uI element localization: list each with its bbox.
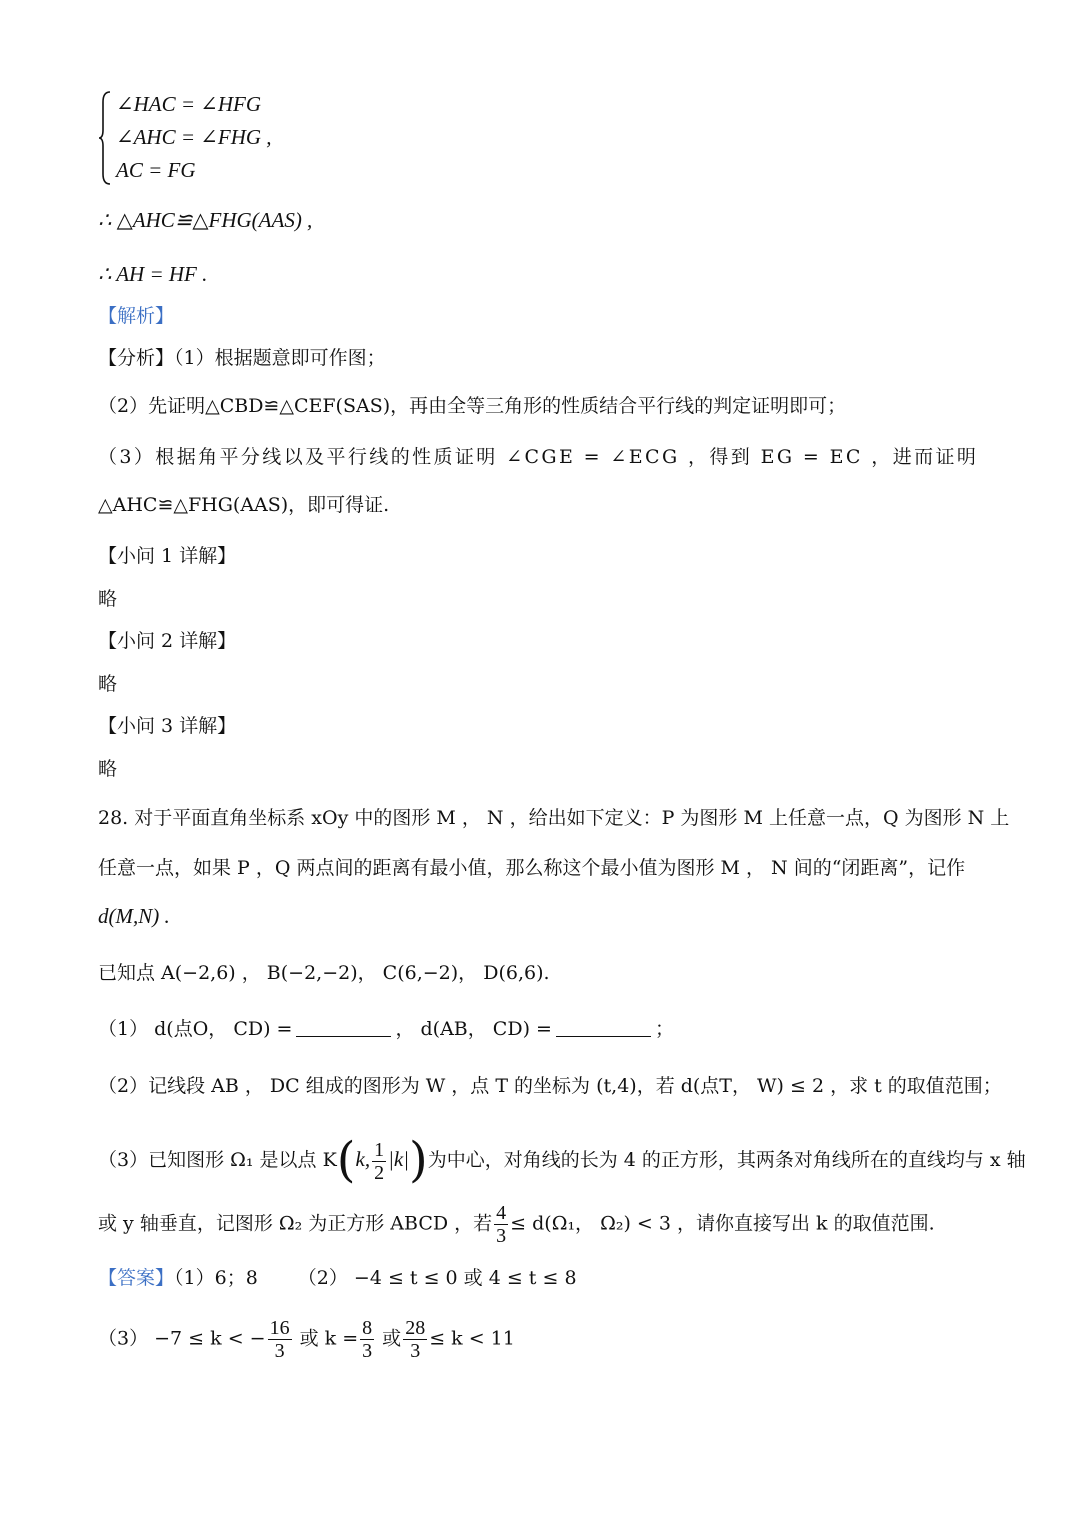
- q28-line-1: 28. 对于平面直角坐标系 xOy 中的图形 M ， N ，给出如下定义：P 为图形 M 上任意一点，Q 为图形 N 上: [98, 807, 1010, 829]
- fraction-28-3: [403, 1317, 427, 1362]
- q28-known-points: 已知点 A(−2,6) ， B(−2,−2)， C(6,−2)， D(6,6).: [98, 962, 550, 984]
- fraction-16-3-den: 3: [274, 1340, 285, 1362]
- q28-part-2: （2）记线段 AB ， DC 组成的图形为 W ，点 T 的坐标为 (t,4)，若 d(点T， W) ≤ 2 ，求 t 的取值范围；: [98, 1075, 1002, 1097]
- q28-p3-pre: （3）已知图形 Ω₁ 是以点 K: [98, 1149, 337, 1171]
- fraction-four-thirds: [494, 1202, 508, 1247]
- q28-p1-a: （1） d(点O， CD) =: [98, 1018, 293, 1040]
- answer-line-1: [98, 1267, 577, 1290]
- fraction-half: [372, 1139, 386, 1184]
- q28-p1-c: ；: [654, 1018, 674, 1040]
- q28-line-3: d(M,N) .: [98, 904, 170, 928]
- fraction-16-3-num: 16: [269, 1317, 290, 1339]
- therefore-equal: ∴ AH = HF .: [98, 262, 208, 286]
- fraction-8-3-num: 8: [362, 1317, 373, 1339]
- system-line-3: AC = FG: [116, 158, 196, 182]
- fraction-8-3-den: 3: [362, 1340, 373, 1362]
- left-paren: (: [336, 1132, 356, 1188]
- answer-a3-mid1: 或 k =: [293, 1327, 359, 1350]
- sub1-label: 【小问 1 详解】: [98, 545, 237, 567]
- therefore-congruent: ∴ △AHC≌△FHG(AAS) ,: [98, 208, 313, 232]
- q28-p3-post: 为中心，对角线的长为 4 的正方形，其两条对角线所在的直线均与 x 轴: [427, 1149, 1026, 1171]
- sub2-body: 略: [98, 673, 118, 695]
- answer-line-3: [98, 1317, 515, 1362]
- fraction-four-thirds-den: 3: [496, 1225, 507, 1247]
- q28-p3b-pre: 或 y 轴垂直，记图形 Ω₂ 为正方形 ABCD ，若: [98, 1212, 493, 1235]
- fenxi-p3b: △AHC≌△FHG(AAS)，即可得证.: [98, 494, 390, 516]
- answer-blank-1: [296, 1018, 391, 1037]
- right-paren: ): [408, 1132, 428, 1188]
- q28-part-1: [98, 1018, 674, 1041]
- answer-a3-mid2: 或: [376, 1327, 402, 1350]
- sub3-body: 略: [98, 758, 118, 780]
- fraction-half-num: 1: [374, 1138, 385, 1161]
- fraction-four-thirds-num: 4: [496, 1202, 507, 1224]
- fraction-8-3: [360, 1317, 374, 1362]
- q28-part-3: [98, 1132, 1026, 1190]
- jiexi-label: 【解析】: [98, 305, 175, 327]
- fenxi-p1: [98, 347, 386, 370]
- answer-a1: （1）6；8: [174, 1267, 258, 1289]
- q28-line-2: 任意一点，如果 P ，Q 两点间的距离有最小值，那么称这个最小值为图形 M ， N 间的“闭距离”，记作: [98, 857, 966, 879]
- fraction-28-3-num: 28: [405, 1317, 426, 1339]
- answer-label: 【答案】: [98, 1267, 175, 1289]
- sub3-label: 【小问 3 详解】: [98, 715, 237, 737]
- answer-blank-2: [556, 1018, 651, 1037]
- answer-a3-post: ≤ k < 11: [429, 1327, 515, 1350]
- q28-p3-abs: |k|: [388, 1147, 409, 1171]
- fenxi-text-1: （1）根据题意即可作图；: [174, 347, 386, 369]
- system-line-1: ∠HAC = ∠HFG: [116, 92, 262, 116]
- answer-a3-pre: （3） −7 ≤ k < −: [98, 1327, 266, 1350]
- sub1-body: 略: [98, 588, 118, 610]
- q28-part-3b: [98, 1202, 935, 1247]
- q28-p1-b: ， d(AB， CD) =: [395, 1018, 552, 1040]
- fraction-16-3: [268, 1317, 292, 1362]
- fenxi-p3a: （3）根据角平分线以及平行线的性质证明 ∠CGE = ∠ECG ，得到 EG = EC ，进而证明: [98, 446, 979, 468]
- fenxi-label: 【分析】: [98, 347, 175, 369]
- fenxi-p2: （2）先证明△CBD≌△CEF(SAS)，再由全等三角形的性质结合平行线的判定证明即可；: [98, 395, 847, 417]
- fraction-half-den: 2: [374, 1161, 385, 1184]
- q28-p3b-post: ≤ d(Ω₁， Ω₂) < 3 ，请你直接写出 k 的取值范围.: [510, 1212, 935, 1235]
- fraction-28-3-den: 3: [410, 1340, 421, 1362]
- q28-p3-k: k,: [355, 1147, 371, 1171]
- system-brace: [98, 90, 112, 186]
- sub2-label: 【小问 2 详解】: [98, 630, 237, 652]
- system-line-2: ∠AHC = ∠FHG ,: [116, 125, 272, 149]
- answer-a2: （2） −4 ≤ t ≤ 0 或 4 ≤ t ≤ 8: [297, 1267, 577, 1289]
